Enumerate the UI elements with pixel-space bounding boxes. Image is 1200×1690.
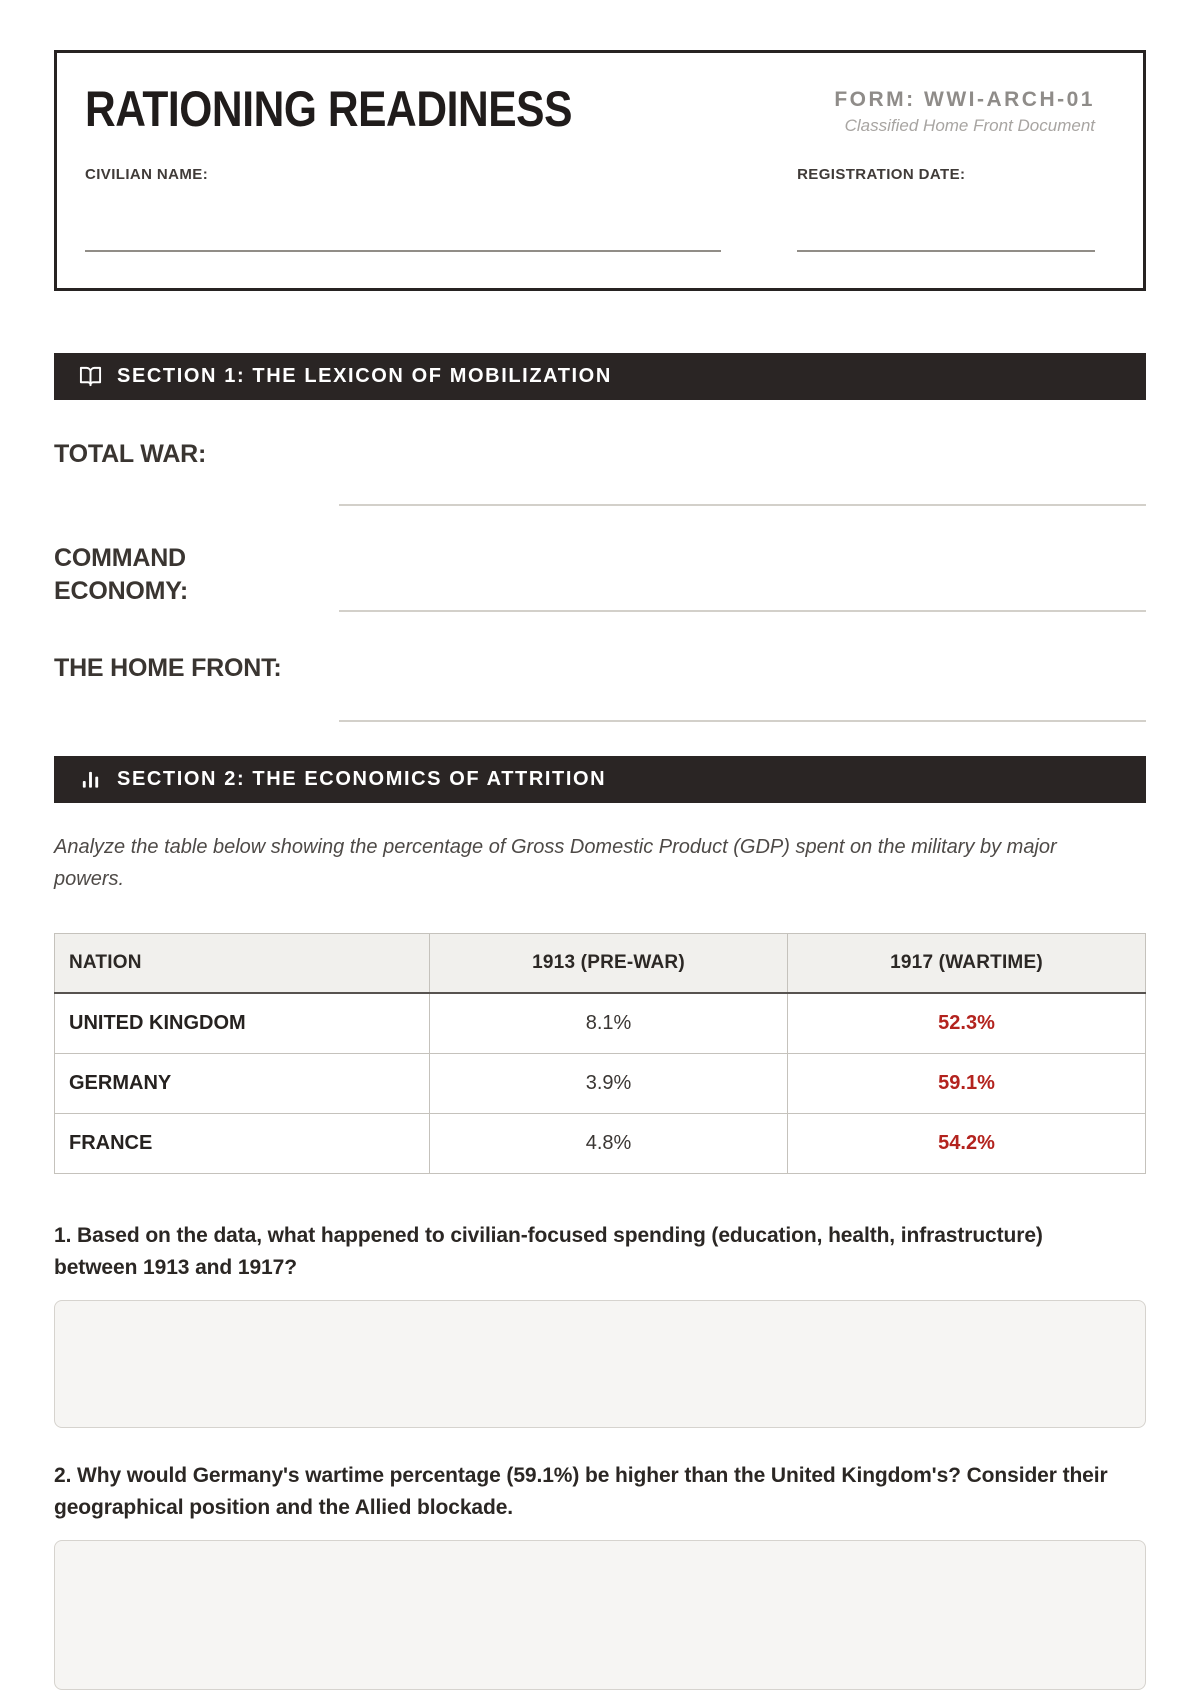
table-row [55, 1054, 1146, 1114]
lexicon-terms [54, 422, 1146, 722]
page-title: RATIONING READINESS [85, 81, 573, 137]
term-row-home-front [54, 612, 1146, 722]
term-label: TOTAL WAR: [54, 440, 207, 468]
section2-header [54, 756, 1146, 803]
registration-date-line[interactable] [797, 250, 1095, 252]
civilian-name-field [85, 166, 721, 252]
prewar-value-cell: 3.9% [430, 1054, 788, 1114]
civilian-name-line[interactable] [85, 250, 721, 252]
term-answer-line[interactable] [339, 438, 1146, 506]
term-answer-line[interactable] [339, 652, 1146, 722]
gdp-spending-table [54, 933, 1146, 1174]
question-1-text: 1. Based on the data, what happened to civilian-focused spending (education, health, infrastructure) between 1913 and 1917? [54, 1224, 1043, 1279]
prewar-value-cell: 4.8% [430, 1114, 788, 1174]
section1-title: SECTION 1: THE LEXICON OF MOBILIZATION [117, 365, 612, 387]
table-header-row [55, 934, 1146, 994]
registration-date-field [797, 166, 1095, 252]
form-header-top [85, 83, 1095, 136]
term-label: THE HOME FRONT: [54, 654, 282, 682]
nation-cell: FRANCE [55, 1114, 430, 1174]
term-answer-line[interactable] [339, 542, 1146, 612]
table-row [55, 993, 1146, 1054]
table-row [55, 1114, 1146, 1174]
column-header-1917: 1917 (WARTIME) [788, 934, 1146, 994]
question-2-answer-box[interactable] [54, 1540, 1146, 1690]
wartime-value-cell: 54.2% [788, 1114, 1146, 1174]
prewar-value-cell: 8.1% [430, 993, 788, 1054]
registration-date-label: REGISTRATION DATE: [797, 166, 966, 184]
term-row-total-war [54, 422, 1146, 506]
bar-chart-icon [79, 768, 102, 791]
term-row-command-economy [54, 506, 1146, 612]
question-2-text: 2. Why would Germany's wartime percentage (59.1%) be higher than the United Kingdom's? Consider their geographical position and the Allied blockade. [54, 1464, 1108, 1519]
term-label: COMMAND ECONOMY: [54, 544, 189, 605]
form-code: FORM: WWI-ARCH-01 [834, 88, 1095, 111]
instruction-text: Analyze the table below showing the percentage of Gross Domestic Product (GDP) spent on the military by major powers. [54, 836, 1057, 890]
form-meta [834, 83, 1095, 136]
nation-cell: GERMANY [55, 1054, 430, 1114]
form-fields-row [85, 166, 1095, 252]
column-header-nation: NATION [55, 934, 430, 994]
section2-title: SECTION 2: THE ECONOMICS OF ATTRITION [117, 768, 607, 790]
book-open-icon [79, 365, 102, 388]
worksheet-page [54, 0, 1146, 1690]
column-header-1913: 1913 (PRE-WAR) [430, 934, 788, 994]
form-header-box [54, 50, 1146, 291]
wartime-value-cell: 59.1% [788, 1054, 1146, 1114]
question-1-answer-box[interactable] [54, 1300, 1146, 1428]
form-classification: Classified Home Front Document [844, 116, 1095, 136]
civilian-name-label: CIVILIAN NAME: [85, 166, 209, 184]
section1-header [54, 353, 1146, 400]
nation-cell: UNITED KINGDOM [55, 993, 430, 1054]
wartime-value-cell: 52.3% [788, 993, 1146, 1054]
